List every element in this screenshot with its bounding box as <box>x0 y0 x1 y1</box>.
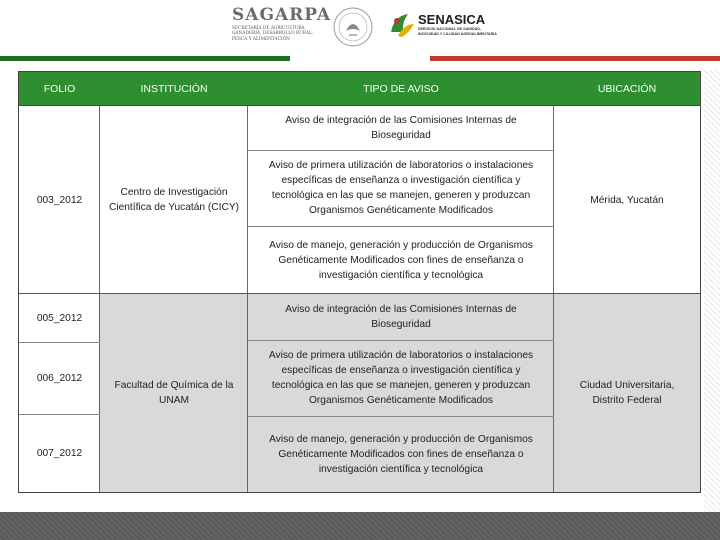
grid-line <box>19 105 700 106</box>
ubicacion-merida: Mérida, Yucatán <box>590 194 664 206</box>
header-logos <box>0 0 720 58</box>
senasica-emblem-icon <box>388 10 416 40</box>
grid-line <box>19 414 100 415</box>
senasica-name: SENASICA <box>418 12 486 27</box>
grid-line <box>248 340 554 341</box>
header-ubicacion: UBICACIÓN <box>554 72 700 106</box>
folio-006: 006_2012 <box>36 372 83 384</box>
aviso-1-integracion: Aviso de integración de las Comisiones Internas de Bioseguridad <box>285 115 517 141</box>
header-institucion: INSTITUCIÓN <box>100 72 248 106</box>
grid-line <box>248 416 554 417</box>
aviso-2-integracion: Aviso de integración de las Comisiones Internas de Bioseguridad <box>248 294 554 340</box>
aviso-1-manejo: Aviso de manejo, generación y producción de Organismos Genéticamente Modificados con fines de enseñanza o investigación científica y tecnológica <box>269 239 533 281</box>
header-tipo-aviso: TIPO DE AVISO <box>248 72 554 106</box>
national-seal-icon <box>332 5 374 49</box>
grid-line <box>553 72 554 492</box>
side-hatch-decoration <box>704 70 720 512</box>
folio-007: 007_2012 <box>36 447 83 459</box>
grid-line <box>99 72 100 492</box>
folio-003: 003_2012 <box>36 194 83 206</box>
header-color-rule <box>0 56 720 61</box>
aviso-1-primera-utilizacion: Aviso de primera utilización de laboratorios o instalaciones específicas de enseñanza o investigación científica y tecnológica en las que se manejen, generen y produzcan Organismos Genéticamente Modificados <box>268 160 534 216</box>
grid-line <box>19 342 100 343</box>
header-folio: FOLIO <box>19 72 100 106</box>
sagarpa-logo <box>232 5 332 42</box>
senasica-subtitle: SERVICIO NACIONAL DE SANIDAD, INOCUIDAD Y CALIDAD AGROALIMENTARIA <box>418 27 497 36</box>
footer-bar <box>0 512 720 540</box>
grid-line <box>247 72 248 492</box>
folio-005: 005_2012 <box>36 312 83 324</box>
aviso-2-manejo: Aviso de manejo, generación y producción de Organismos Genéticamente Modificados con fines de enseñanza o investigación científica y tecnológica <box>248 416 554 492</box>
senasica-logo <box>418 13 498 36</box>
sagarpa-subtitle: SECRETARÍA DE AGRICULTURA, GANADERÍA, DESARROLLO RURAL, PESCA Y ALIMENTACIÓN <box>232 26 314 42</box>
sagarpa-name: SAGARPA <box>232 5 332 25</box>
ubicacion-ciudad-universitaria: Ciudad Universitaria, Distrito Federal <box>554 294 700 492</box>
grid-line <box>248 150 554 151</box>
grid-line <box>19 293 700 294</box>
grid-line <box>248 226 554 227</box>
aviso-2-primera-utilizacion: Aviso de primera utilización de laboratorios o instalaciones específicas de enseñanza o investigación científica y tecnológica en las que se manejen, generen y produzcan Organismos Genéticamente Modificados <box>248 340 554 416</box>
institucion-facultad-quimica: Facultad de Química de la UNAM <box>100 294 248 492</box>
avisos-table <box>18 71 701 493</box>
institucion-cicy: Centro de Investigación Científica de Yucatán (CICY) <box>108 187 240 213</box>
